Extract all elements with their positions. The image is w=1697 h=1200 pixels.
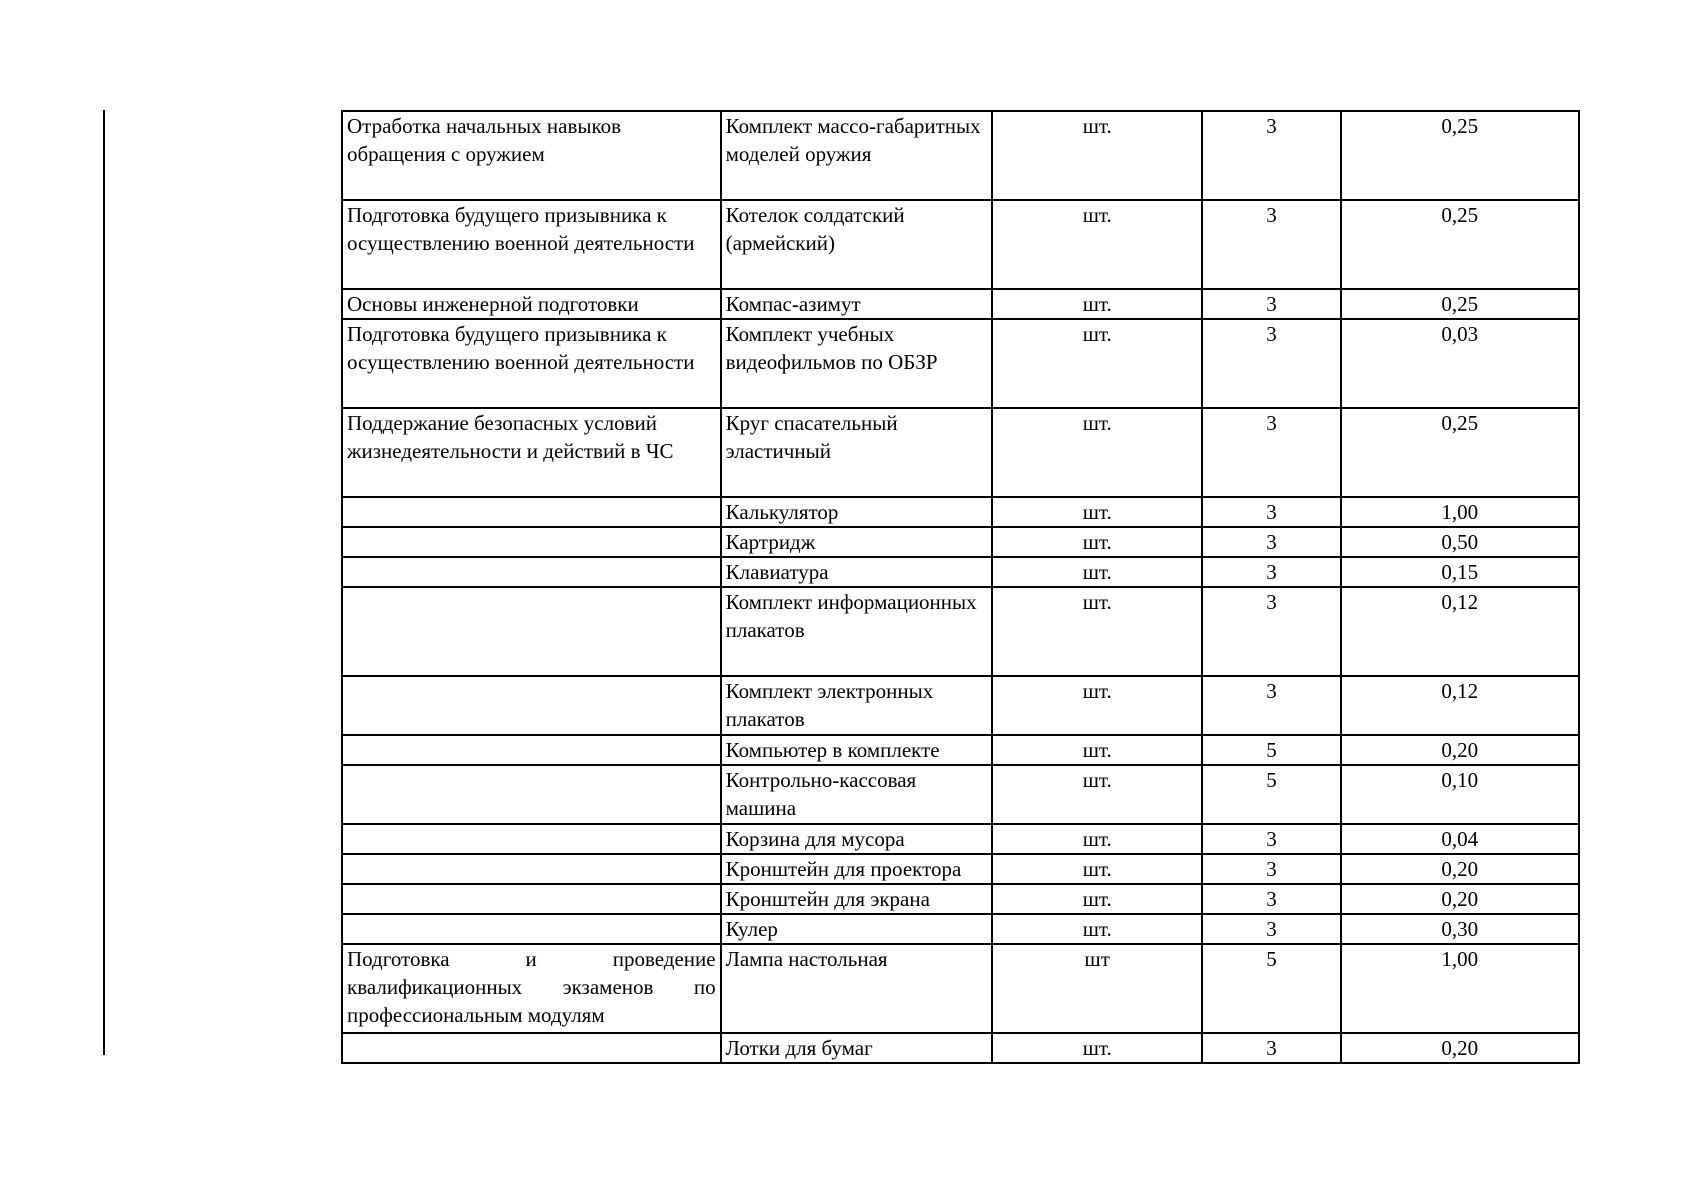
norm-cell: 0,20 — [1341, 1033, 1579, 1063]
table-row — [342, 944, 1579, 1033]
equipment-table — [341, 110, 1580, 1064]
norm-cell: 0,03 — [1341, 319, 1579, 408]
item-cell: Комплект учебных видеофильмов по ОБЗР — [721, 319, 992, 408]
norm-cell: 0,25 — [1341, 408, 1579, 497]
norm-cell: 0,20 — [1341, 884, 1579, 914]
table-row — [342, 735, 1579, 765]
unit-cell: шт. — [992, 735, 1202, 765]
qty-cell: 3 — [1202, 408, 1340, 497]
unit-cell: шт. — [992, 319, 1202, 408]
topic-cell — [342, 854, 721, 884]
topic-cell — [342, 557, 721, 587]
norm-cell: 0,25 — [1341, 200, 1579, 289]
topic-cell — [342, 824, 721, 854]
unit-cell: шт. — [992, 884, 1202, 914]
unit-cell: шт. — [992, 200, 1202, 289]
qty-cell: 3 — [1202, 587, 1340, 676]
qty-cell: 5 — [1202, 944, 1340, 1033]
table-row — [342, 200, 1579, 289]
unit-cell: шт. — [992, 289, 1202, 319]
norm-cell: 0,50 — [1341, 527, 1579, 557]
qty-cell: 5 — [1202, 765, 1340, 824]
table-row — [342, 408, 1579, 497]
qty-cell: 3 — [1202, 527, 1340, 557]
table-row — [342, 319, 1579, 408]
unit-cell: шт. — [992, 408, 1202, 497]
norm-cell: 0,25 — [1341, 111, 1579, 200]
unit-cell: шт. — [992, 765, 1202, 824]
topic-cell — [342, 1033, 721, 1063]
topic-cell — [342, 765, 721, 824]
qty-cell: 3 — [1202, 111, 1340, 200]
norm-cell: 0,15 — [1341, 557, 1579, 587]
table-row — [342, 527, 1579, 557]
norm-cell: 0,30 — [1341, 914, 1579, 944]
unit-cell: шт. — [992, 854, 1202, 884]
qty-cell: 3 — [1202, 200, 1340, 289]
item-cell: Котелок солдатский (армейский) — [721, 200, 992, 289]
qty-cell: 3 — [1202, 824, 1340, 854]
item-cell: Лотки для бумаг — [721, 1033, 992, 1063]
qty-cell: 3 — [1202, 854, 1340, 884]
unit-cell: шт. — [992, 587, 1202, 676]
item-cell: Картридж — [721, 527, 992, 557]
unit-cell: шт. — [992, 527, 1202, 557]
page-margin-line — [103, 110, 105, 1055]
unit-cell: шт. — [992, 914, 1202, 944]
unit-cell: шт. — [992, 497, 1202, 527]
norm-cell: 0,20 — [1341, 854, 1579, 884]
topic-cell: Основы инженерной подготовки — [342, 289, 721, 319]
item-cell: Кронштейн для проектора — [721, 854, 992, 884]
table-row — [342, 854, 1579, 884]
item-cell: Калькулятор — [721, 497, 992, 527]
norm-cell: 0,10 — [1341, 765, 1579, 824]
table-row — [342, 1033, 1579, 1063]
topic-cell: Подготовка и проведение квалификационных экзаменов по профессиональным модулям — [342, 944, 721, 1033]
unit-cell: шт. — [992, 111, 1202, 200]
table-row — [342, 587, 1579, 676]
qty-cell: 3 — [1202, 319, 1340, 408]
item-cell: Кулер — [721, 914, 992, 944]
topic-cell — [342, 914, 721, 944]
table-row — [342, 676, 1579, 735]
item-cell: Компьютер в комплекте — [721, 735, 992, 765]
unit-cell: шт. — [992, 557, 1202, 587]
table-row — [342, 497, 1579, 527]
item-cell: Клавиатура — [721, 557, 992, 587]
item-cell: Кронштейн для экрана — [721, 884, 992, 914]
qty-cell: 3 — [1202, 1033, 1340, 1063]
table-row — [342, 914, 1579, 944]
item-cell: Лампа настольная — [721, 944, 992, 1033]
item-cell: Комплект электронных плакатов — [721, 676, 992, 735]
topic-cell — [342, 527, 721, 557]
qty-cell: 3 — [1202, 289, 1340, 319]
qty-cell: 3 — [1202, 557, 1340, 587]
item-cell: Комплект информационных плакатов — [721, 587, 992, 676]
unit-cell: шт. — [992, 676, 1202, 735]
item-cell: Круг спасательный эластичный — [721, 408, 992, 497]
topic-cell — [342, 676, 721, 735]
qty-cell: 3 — [1202, 884, 1340, 914]
topic-cell — [342, 735, 721, 765]
topic-cell — [342, 587, 721, 676]
qty-cell: 3 — [1202, 914, 1340, 944]
norm-cell: 0,12 — [1341, 587, 1579, 676]
table-row — [342, 289, 1579, 319]
topic-cell — [342, 884, 721, 914]
topic-cell: Отработка начальных навыков обращения с оружием — [342, 111, 721, 200]
norm-cell: 1,00 — [1341, 944, 1579, 1033]
norm-cell: 0,25 — [1341, 289, 1579, 319]
norm-cell: 1,00 — [1341, 497, 1579, 527]
item-cell: Корзина для мусора — [721, 824, 992, 854]
norm-cell: 0,04 — [1341, 824, 1579, 854]
topic-cell: Поддержание безопасных условий жизнедеятельности и действий в ЧС — [342, 408, 721, 497]
topic-cell — [342, 497, 721, 527]
unit-cell: шт. — [992, 824, 1202, 854]
topic-cell: Подготовка будущего призывника к осуществлению военной деятельности — [342, 319, 721, 408]
table-row — [342, 111, 1579, 200]
item-cell: Контрольно-кассовая машина — [721, 765, 992, 824]
norm-cell: 0,20 — [1341, 735, 1579, 765]
table-row — [342, 884, 1579, 914]
qty-cell: 5 — [1202, 735, 1340, 765]
qty-cell: 3 — [1202, 676, 1340, 735]
item-cell: Комплект массо-габаритных моделей оружия — [721, 111, 992, 200]
topic-cell: Подготовка будущего призывника к осуществлению военной деятельности — [342, 200, 721, 289]
table-row — [342, 824, 1579, 854]
unit-cell: шт. — [992, 1033, 1202, 1063]
table-row — [342, 557, 1579, 587]
unit-cell: шт — [992, 944, 1202, 1033]
norm-cell: 0,12 — [1341, 676, 1579, 735]
item-cell: Компас-азимут — [721, 289, 992, 319]
table-row — [342, 765, 1579, 824]
qty-cell: 3 — [1202, 497, 1340, 527]
